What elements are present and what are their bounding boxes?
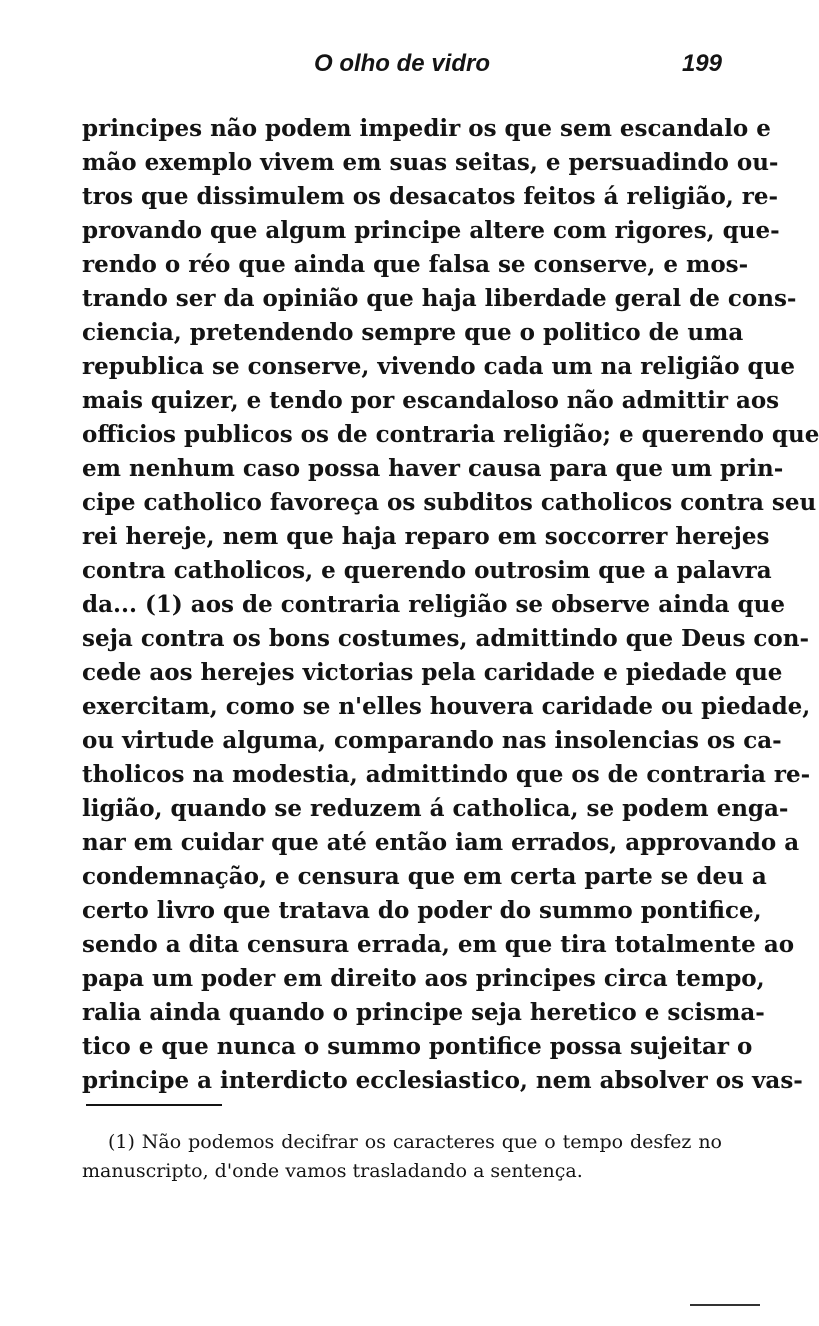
footnote-line: (1) Não podemos decifrar os caracteres que o tempo desfez no <box>108 1131 722 1153</box>
body-text <box>82 112 819 1098</box>
text-line: trando ser da opinião que haja liberdade geral de cons- <box>82 285 797 312</box>
text-line: mão exemplo vivem em suas seitas, e persuadindo ou- <box>82 149 779 176</box>
text-line: cede aos herejes victorias pela caridade e piedade que <box>82 659 783 686</box>
running-title: O olho de vidro <box>313 50 490 77</box>
text-line: da... (1) aos de contraria religião se observe ainda que <box>82 591 785 618</box>
scan-mark <box>690 1304 760 1306</box>
text-line: sendo a dita censura errada, em que tira totalmente ao <box>82 931 795 958</box>
text-line: rei hereje, nem que haja reparo em soccorrer herejes <box>82 523 770 550</box>
text-line: principe a interdicto ecclesiastico, nem absolver os vas- <box>82 1067 803 1094</box>
text-line: provando que algum principe altere com rigores, que- <box>82 217 780 244</box>
text-line: republica se conserve, vivendo cada um na religião que <box>82 353 795 380</box>
text-line: em nenhum caso possa haver causa para que um prin- <box>82 455 784 482</box>
text-line: nar em cuidar que até então iam errados, approvando a <box>82 829 800 856</box>
footnote-line: manuscripto, d'onde vamos trasladando a sentença. <box>82 1160 583 1182</box>
text-line: condemnação, e censura que em certa parte se deu a <box>82 863 767 890</box>
text-line: tico e que nunca o summo pontifice possa sujeitar o <box>82 1033 753 1060</box>
text-line: principes não podem impedir os que sem escandalo e <box>82 115 771 142</box>
text-line: certo livro que tratava do poder do summo pontifice, <box>82 897 762 924</box>
text-line: ralia ainda quando o principe seja heretico e scisma- <box>82 999 765 1026</box>
text-line: cipe catholico favoreça os subditos catholicos contra seu <box>82 489 817 516</box>
text-line: tholicos na modestia, admittindo que os de contraria re- <box>82 761 811 788</box>
text-line: ligião, quando se reduzem á catholica, se podem enga- <box>82 795 789 822</box>
text-line: exercitam, como se n'elles houvera caridade ou piedade, <box>82 693 811 720</box>
text-line: rendo o réo que ainda que falsa se conserve, e mos- <box>82 251 749 278</box>
page-number: 199 <box>681 50 722 77</box>
page-header <box>82 50 722 90</box>
text-line: ou virtude alguma, comparando nas insolencias os ca- <box>82 727 782 754</box>
text-line: officios publicos os de contraria religião; e querendo que <box>82 421 819 448</box>
footnote <box>82 1128 722 1186</box>
text-line: mais quizer, e tendo por escandaloso não admittir aos <box>82 387 780 414</box>
text-line: contra catholicos, e querendo outrosim que a palavra <box>82 557 772 584</box>
text-line: papa um poder em direito aos principes circa tempo, <box>82 965 765 992</box>
text-line: tros que dissimulem os desacatos feitos á religião, re- <box>82 183 779 210</box>
text-line: seja contra os bons costumes, admittindo que Deus con- <box>82 625 810 652</box>
text-line: ciencia, pretendendo sempre que o politico de uma <box>82 319 744 346</box>
footnote-rule <box>86 1104 222 1106</box>
